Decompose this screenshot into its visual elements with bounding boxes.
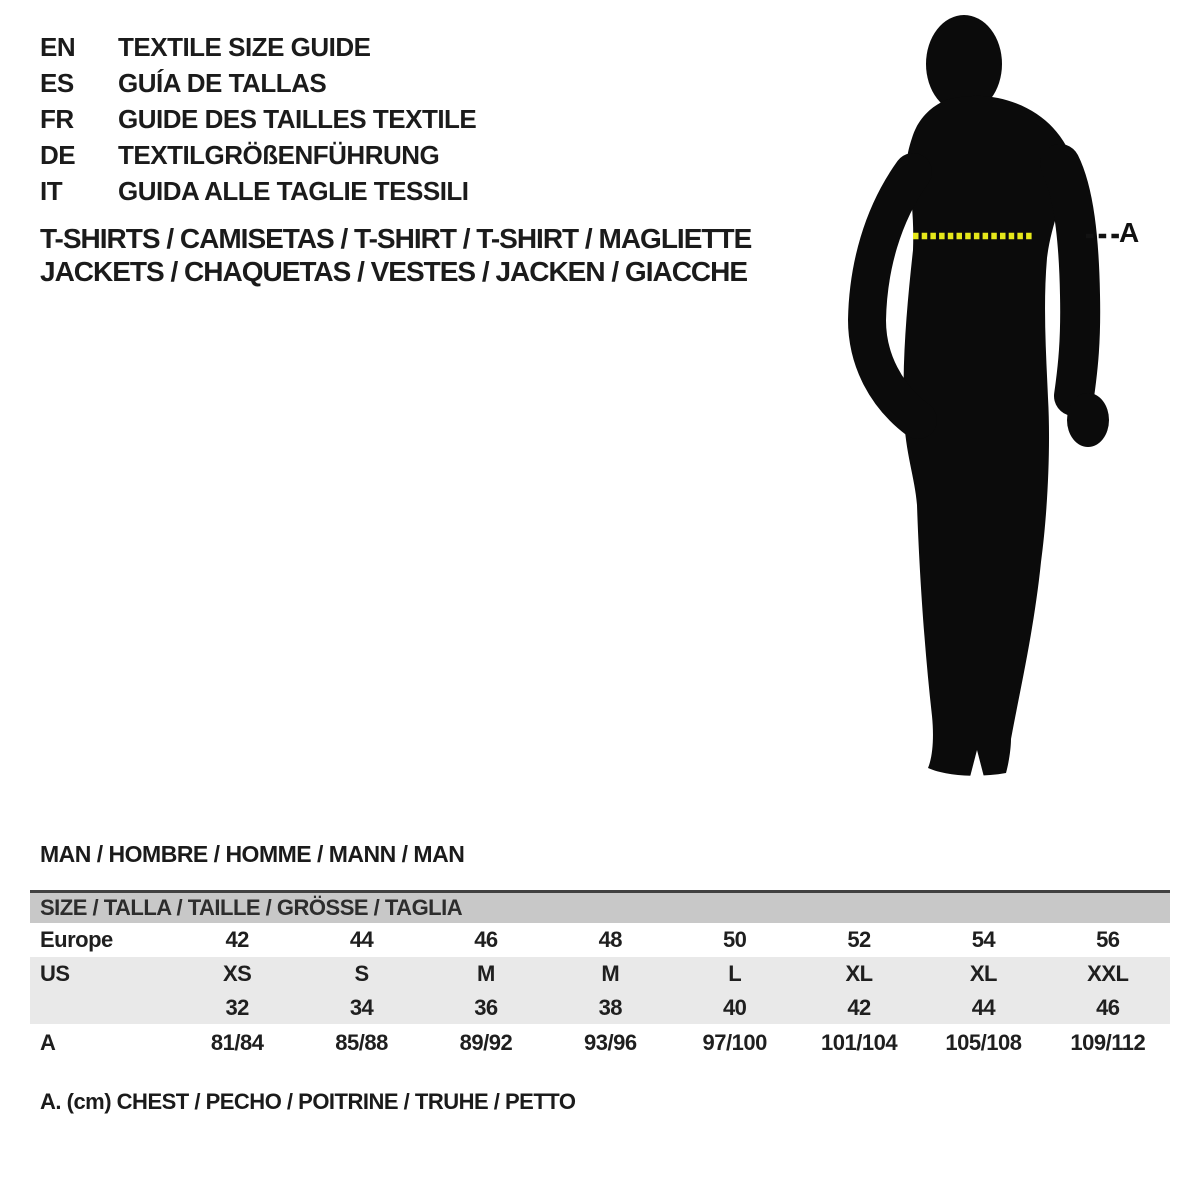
table-cell: 105/108 [945,1029,1022,1055]
language-title: GUIDA ALLE TAGLIE TESSILI [118,176,469,206]
table-row-us [30,957,1170,991]
row-label: A [40,1029,56,1055]
language-title: GUIDE DES TAILLES TEXTILE [118,104,477,134]
table-row-numeric [30,991,1170,1024]
man-silhouette-icon [820,0,1200,800]
man-figure [820,0,1200,800]
table-cell: 36 [474,994,498,1020]
table-cell: 54 [971,927,996,952]
table-cell: M [601,961,620,986]
language-code: IT [40,176,63,206]
size-table-header: SIZE / TALLA / TAILLE / GRÖSSE / TAGLIA [30,893,1170,923]
table-cell: 50 [722,927,747,952]
section-title-man: MAN / HOMBRE / HOMME / MANN / MAN [40,841,465,867]
table-cell: 89/92 [459,1029,513,1055]
table-cell: 32 [225,994,249,1020]
language-code: EN [40,32,76,62]
table-cell: XL [845,961,873,986]
language-code: ES [40,68,74,98]
size-table-grid [30,923,1170,1061]
language-row [40,137,476,173]
table-cell: 44 [971,994,996,1020]
category-line-jackets: JACKETS / CHAQUETAS / VESTES / JACKEN / GIACCHE [40,256,748,287]
size-table [30,890,1170,1061]
table-cell: 44 [349,927,374,952]
table-cell: 101/104 [821,1029,898,1055]
table-cell: L [728,961,742,986]
table-cell: XL [969,961,997,986]
table-cell: 42 [225,927,249,952]
table-cell: 56 [1096,927,1120,952]
category-block [40,222,751,288]
language-title: TEXTILE SIZE GUIDE [118,32,371,62]
table-row-europe [30,923,1170,957]
language-row [40,65,476,101]
language-row [40,173,476,209]
table-cell: 81/84 [210,1029,264,1055]
language-code: FR [40,104,74,134]
table-cell: 34 [349,994,374,1020]
table-cell: S [354,961,369,986]
table-cell: XXL [1087,961,1129,986]
table-cell: 52 [847,927,871,952]
table-cell: 97/100 [702,1029,767,1055]
table-cell: 46 [474,927,498,952]
measure-label-a: A [1119,217,1140,248]
table-cell: 46 [1096,994,1120,1020]
table-cell: 85/88 [335,1029,388,1055]
language-row [40,29,476,65]
table-cell: 48 [598,927,623,952]
table-cell: 38 [598,994,623,1020]
table-cell: 93/96 [584,1029,637,1055]
language-title-block [40,29,476,209]
language-title: TEXTILGRÖßENFÜHRUNG [118,140,440,170]
table-row-chest [30,1024,1170,1061]
table-cell: 40 [722,994,747,1020]
language-row [40,101,476,137]
row-label [30,991,175,1024]
language-code: DE [40,140,76,170]
category-line-tshirts: T-SHIRTS / CAMISETAS / T-SHIRT / T-SHIRT / MAGLIETTE [40,223,752,254]
row-label: US [40,961,70,986]
table-cell: XS [223,961,252,986]
table-cell: M [477,961,495,986]
table-cell: 42 [847,994,871,1020]
row-label: Europe [40,927,113,952]
language-title: GUÍA DE TALLAS [118,68,327,98]
measurement-footnote: A. (cm) CHEST / PECHO / POITRINE / TRUHE / PETTO [40,1089,576,1114]
table-cell: 109/112 [1070,1029,1146,1055]
